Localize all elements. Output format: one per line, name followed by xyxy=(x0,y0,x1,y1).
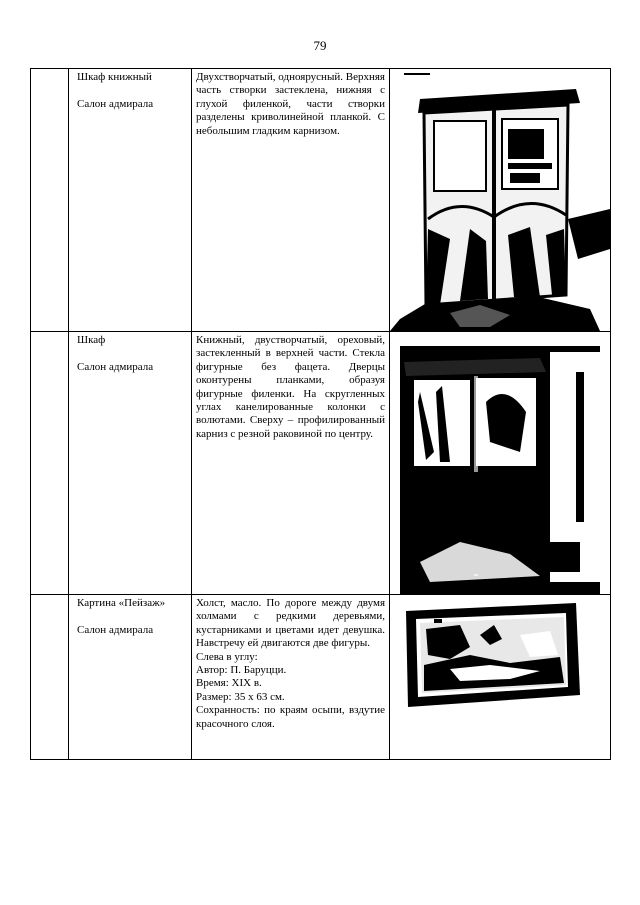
description-line: Слева в углу: xyxy=(196,650,258,663)
description-line: Время: XIX в. xyxy=(196,677,262,690)
item-name-cell xyxy=(69,332,192,595)
row-number-cell xyxy=(31,332,69,595)
table-row xyxy=(31,595,611,760)
table-row xyxy=(31,69,611,332)
item-photo-cell xyxy=(390,69,611,332)
item-description-cell xyxy=(192,69,390,332)
item-name-cell xyxy=(69,69,192,332)
item-description-cell xyxy=(192,595,390,760)
description-line: Размер: 35 х 63 см. xyxy=(196,690,285,703)
bookcase-photo-icon xyxy=(390,69,610,331)
item-name-cell xyxy=(69,595,192,760)
item-name: Шкаф книжный xyxy=(77,71,152,83)
cabinet-photo-icon xyxy=(390,332,610,594)
item-name: Картина «Пейзаж» xyxy=(77,597,166,609)
inventory-table xyxy=(30,68,611,760)
description-line: Автор: П. Баруцци. xyxy=(196,664,287,677)
item-description: Двухстворчатый, одноярусный. Верхняя часть створки застеклена, нижняя с глухой филенкой, части створки разделены криволинейной планкой. С небольшим гладким карнизом. xyxy=(196,71,385,137)
table-row xyxy=(31,332,611,595)
item-description-cell xyxy=(192,332,390,595)
item-description: Книжный, двустворчатый, ореховый, застекленный в верхней части. Стекла фигурные без фацета. Дверцы оконтурены планками, образуя фигурные филенки. На скругленных углах канелированные колонки с волютами. Сверху – профилированный карниз с резной раковиной по центру. xyxy=(196,334,385,440)
framed-painting-photo-icon xyxy=(390,595,610,715)
description-line: Сохранность: по краям осыпи, вздутие красочного слоя. xyxy=(196,704,385,730)
row-number-cell xyxy=(31,69,69,332)
item-photo-cell xyxy=(390,332,611,595)
item-location: Салон адмирала xyxy=(77,98,154,111)
item-location: Салон адмирала xyxy=(77,624,154,637)
item-description: Холст, масло. По дороге между двумя холмами с редкими деревьями, кустарниками и цветами идет девушка. Навстречу ей двигаются две фигуры. xyxy=(196,597,385,650)
row-number-cell xyxy=(31,595,69,760)
item-name: Шкаф xyxy=(77,334,106,346)
item-location: Салон адмирала xyxy=(77,361,154,374)
page-number: 79 xyxy=(313,38,327,53)
item-photo-cell xyxy=(390,595,611,760)
